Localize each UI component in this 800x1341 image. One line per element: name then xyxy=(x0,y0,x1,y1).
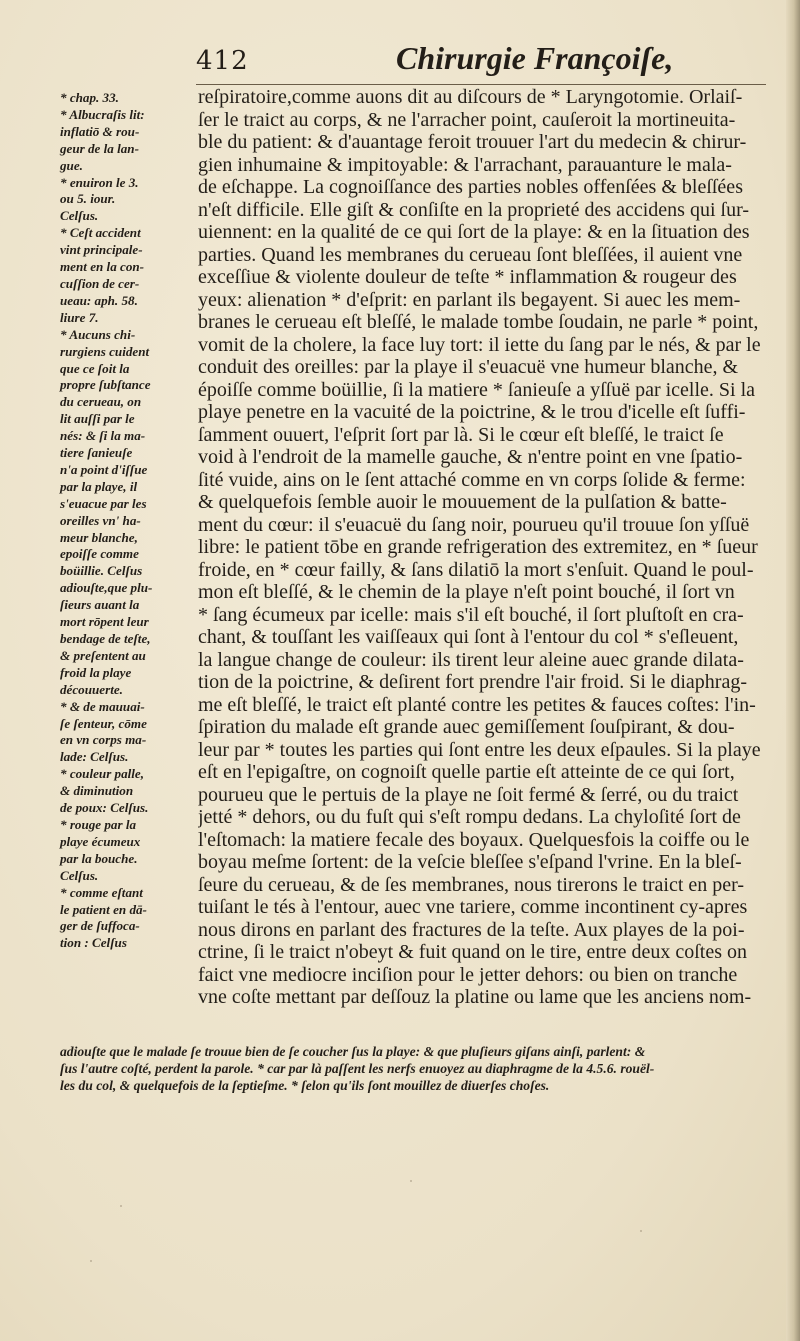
body-text-line: ctrine, ſi le traict n'obeyt & fuit quand on le tire, entre deux coſtes on xyxy=(198,941,747,963)
body-text-line: n'eſt difficile. Elle giſt & conſiſte en la proprieté des accidens qui ſur- xyxy=(198,198,749,221)
margin-note-line: lit auſſi par le xyxy=(60,411,135,427)
body-text-line: libre: le patient tōbe en grande refrigeration des extremitez, en * ſueur xyxy=(198,536,758,558)
margin-note-line: nés: & ſi la ma- xyxy=(60,428,146,444)
paper-speck xyxy=(410,1180,412,1182)
body-text-line: tion de la poictrine, & deſirent fort prendre l'air froid. Si le diaphrag- xyxy=(198,671,747,693)
margin-note-line: rurgiens cuident xyxy=(60,343,150,359)
body-text-line: la langue change de couleur: ils tirent leur aleine auec grande dilata- xyxy=(198,648,744,671)
margin-note-line: bendage de teſte, xyxy=(60,631,151,646)
body-text-line: vne coſte mettant par deſſouz la platine ou lame que les anciens nom- xyxy=(198,986,752,1008)
margin-note-line: ueau: aph. 58. xyxy=(60,292,138,308)
body-text-line: ment du cœur: il s'euacuë du ſang noir, pourueu qu'il trouue ſon yſſuë xyxy=(198,513,750,536)
body-text-line: eſt en l'epigaſtre, on cognoiſt quelle partie eſt atteinte de ce qui ſort, xyxy=(198,761,735,783)
footnote-line: adiouſte que le malade ſe trouue bien de ſe coucher ſus la playe: & que pluſieurs giſans ainſi, parlent: & xyxy=(60,1044,646,1059)
body-text-line: ſamment ouuert, l'eſprit ſort par là. Si le cœur eſt bleſſé, le traict ſe xyxy=(198,423,724,446)
margin-notes xyxy=(60,90,188,952)
body-text-line: & quelquefois ſemble auoir le mouuement de la pulſation & batte- xyxy=(198,491,727,513)
margin-note-line: * couleur palle, xyxy=(60,766,145,782)
body-text-line: uiennent: en la qualité de ce qui ſort de la playe: & en la ſituation des xyxy=(198,221,750,243)
body-text-line: ſer le traict au corps, & ne l'arracher point, cauſeroit la mortineuita- xyxy=(198,108,736,131)
body-text-line: leur par * toutes les parties qui ſont entre les deux eſpaules. Si la playe xyxy=(198,738,761,761)
body-text-line: faict vne mediocre inciſion pour le jetter dehors: ou bien on tranche xyxy=(198,963,738,986)
body-text-line: boyau meſme ſortent: de la veſcie bleſſee s'eſpand l'vrine. En la bleſ- xyxy=(198,851,742,873)
margin-note-line: * enuiron le 3. xyxy=(60,174,139,190)
margin-note-line: * Aucuns chi- xyxy=(60,326,136,342)
body-text-line: gien inhumaine & impitoyable: & l'arrachant, parauanture le mala- xyxy=(198,153,732,176)
body-text-line: de eſchappe. La cognoiſſance des parties nobles offenſées & bleſſées xyxy=(198,176,743,198)
margin-note-line: de poux: Celſus. xyxy=(60,800,149,816)
body-text-line: branes le cerueau eſt bleſſé, le malade tombe ſoudain, ne parle * point, xyxy=(198,311,759,333)
body-text-line: pourueu que le pertuis de la playe ne ſoit fermé & ſerré, ou du traict xyxy=(198,783,739,806)
page-header xyxy=(0,40,800,90)
margin-note-line: inflatiō & rou- xyxy=(60,123,140,139)
paper-speck xyxy=(120,1205,122,1207)
body-text-line: tuiſant le tés à l'entour, auec vne tariere, comme incontinent cy-apres xyxy=(198,896,748,918)
footnote-line: les du col, & quelquefois de la ſeptieſme. * ſelon qu'ils ſont mouillez de diuerſes choſes. xyxy=(60,1078,550,1093)
body-text-line: époiſſe comme boüillie, ſi la matiere * ſanieuſe a yſſuë par icelle. Si la xyxy=(198,378,756,401)
running-title: Chirurgie Françoiſe, xyxy=(396,40,674,76)
margin-note-line: ou 5. iour. xyxy=(60,191,116,207)
paper-speck xyxy=(640,1230,642,1232)
margin-note-line: n'a point d'iſſue xyxy=(60,461,148,477)
body-text-line: mon eſt bleſſé, & le chemin de la playe n'eſt point bouché, il ſort vn xyxy=(198,581,735,603)
margin-note-line: * Albucraſis lit: xyxy=(60,106,145,122)
body-text-line: chant, & touſſant les vaiſſeaux qui ſont à l'entour du col * s'eſleuent, xyxy=(198,626,739,648)
margin-note-line: & preſentent au xyxy=(60,647,146,663)
footnote-line: ſus l'autre coſté, perdent la parole. * car par là paſſent les nerfs enuoyez au diaphragme de la 4.5.6. rouël- xyxy=(60,1061,655,1076)
margin-note-line: ſe ſenteur, cōme xyxy=(60,715,147,731)
margin-note-line: adiouſte,que plu- xyxy=(60,580,153,596)
margin-note-line: oreilles vn' ha- xyxy=(60,512,141,528)
body-text-line: me eſt bleſſé, le traict eſt planté contre les petites & fauces coſtes: l'in- xyxy=(198,693,756,716)
body-text-line: conduit des oreilles: par la playe il s'euacuë vne humeur blanche, & xyxy=(198,356,739,378)
margin-note-line: s'euacue par les xyxy=(60,495,147,511)
margin-note-line: * comme eſtant xyxy=(60,884,143,900)
page-edge-shadow xyxy=(786,0,800,1341)
paper-speck xyxy=(90,1260,92,1262)
body-text xyxy=(198,86,786,1009)
margin-note-line: geur de la lan- xyxy=(60,140,139,156)
margin-note-line: du cerueau, on xyxy=(60,394,142,410)
body-text-line: jetté * dehors, ou du fuſt qui s'eſt rompu dedans. La chyloſité ſort de xyxy=(198,806,741,828)
body-text-line: l'eſtomach: la matiere fecale des boyaux. Quelquesfois la coiffe ou le xyxy=(198,828,750,851)
body-text-line: exceſſiue & violente douleur de teſte * inflammation & rougeur des xyxy=(198,266,737,288)
margin-note-line: mort rōpent leur xyxy=(60,614,149,630)
margin-note-line: ment en la con- xyxy=(60,259,145,275)
body-text-line: reſpiratoire,comme auons dit au diſcours de * Laryngotomie. Orlaiſ- xyxy=(198,86,743,108)
body-text-line: playe penetre en la vacuité de la poictrine, & le trou d'icelle eſt ſuffi- xyxy=(198,401,746,423)
margin-note-line: * Ceſt accident xyxy=(60,225,141,241)
margin-note-line: vint principale- xyxy=(60,242,143,258)
body-text-line: ſité vuide, ains on le ſent attaché comme en vn corps ſolide & ferme: xyxy=(198,468,746,491)
body-text-line: void à l'endroit de la mamelle gauche, & n'entre point en vne ſpatio- xyxy=(198,446,743,468)
margin-note-line: ger de ſuffoca- xyxy=(60,918,140,934)
body-text-line: ble du patient: & d'auantage feroit trouuer l'art du medecin & chirur- xyxy=(198,131,747,153)
body-text-line: parties. Quand les membranes du cerueau ſont bleſſées, il auient vne xyxy=(198,243,743,266)
margin-note-line: * rouge par la xyxy=(60,816,137,832)
margin-note-line: lade: Celſus. xyxy=(60,749,129,765)
margin-note-line: en vn corps ma- xyxy=(60,732,147,748)
margin-note-line: * & de mauuai- xyxy=(60,698,145,714)
margin-note-line: froid la playe xyxy=(60,664,132,680)
margin-note-line: propre ſubſtance xyxy=(60,377,151,393)
margin-note-line: * chap. 33. xyxy=(60,90,119,105)
margin-note-line: le patient en dā- xyxy=(60,901,147,917)
margin-note-line: Celſus. xyxy=(60,867,99,883)
margin-note-line: ſieurs auant la xyxy=(60,597,140,613)
header-rule xyxy=(196,84,766,85)
margin-note-line: playe écumeux xyxy=(60,833,141,849)
page-number: 412 xyxy=(196,46,249,76)
margin-note-line: & diminution xyxy=(60,783,134,799)
body-text-line: vomit de la cholere, la face luy tort: il iette du ſang par le nés, & par le xyxy=(198,333,761,356)
margin-note-line: par la bouche. xyxy=(60,850,138,866)
margin-note-line: gue. xyxy=(60,157,83,173)
margin-note-line: boüillie. Celſus xyxy=(60,563,143,579)
body-text-line: ſpiration du malade eſt grande auec gemiſſement ſouſpirant, & dou- xyxy=(198,716,735,738)
body-text-line: yeux: alienation * d'eſprit: en parlant ils begayent. Si auec les mem- xyxy=(198,288,741,311)
margin-note-line: que ce ſoit la xyxy=(60,360,130,376)
margin-note-line: tion : Celſus xyxy=(60,935,127,951)
margin-note-line: epoiſſe comme xyxy=(60,546,139,562)
body-text-line: * ſang écumeux par icelle: mais s'il eſt bouché, il ſort pluſtoſt en cra- xyxy=(198,603,744,626)
margin-note-line: tiere ſanieuſe xyxy=(60,445,133,461)
margin-note-line: Celſus. xyxy=(60,208,99,224)
margin-note-line: liure 7. xyxy=(60,309,99,325)
margin-note-line: découuerte. xyxy=(60,681,123,697)
body-text-line: froide, en * cœur failly, & ſans dilatiō la mort s'enſuit. Quand le poul- xyxy=(198,558,754,581)
body-text-line: nous dirons en parlant des fractures de la teſte. Aux playes de la poi- xyxy=(198,918,745,941)
margin-note-line: cuſſion de cer- xyxy=(60,275,140,291)
footnote-block xyxy=(60,1043,786,1094)
margin-note-line: par la playe, il xyxy=(60,478,138,494)
body-text-line: ſeure du cerueau, & de ſes membranes, nous tirerons le traict en per- xyxy=(198,873,745,896)
margin-note-line: meur blanche, xyxy=(60,529,138,545)
